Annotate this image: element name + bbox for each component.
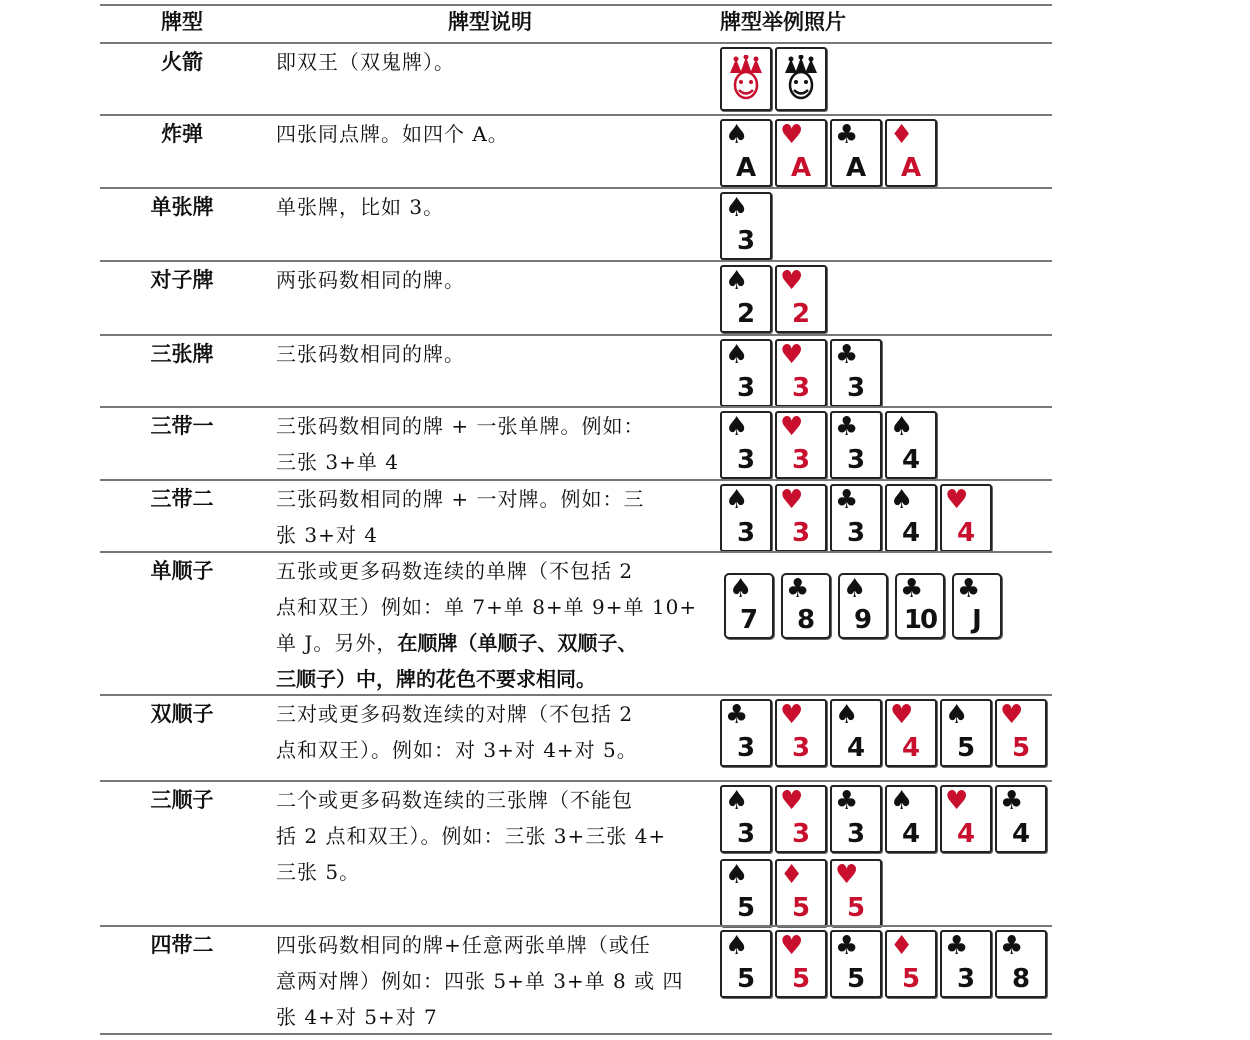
card-rank: 5	[791, 964, 811, 994]
card-rank: 4	[956, 518, 976, 548]
card-rank: 5	[791, 893, 811, 923]
suit-icon: ♠	[725, 266, 749, 296]
card-rank: 10	[903, 605, 937, 635]
description-text: 三对或更多码数连续的对牌（不包括 2	[276, 702, 634, 726]
suit-icon: ♥	[780, 931, 804, 961]
card-row	[720, 411, 940, 481]
card-example	[724, 573, 1009, 647]
playing-card	[724, 573, 774, 639]
suit-icon: ♣	[835, 412, 859, 442]
card-rank: 5	[1011, 733, 1031, 763]
card-rank: 3	[736, 373, 756, 403]
description-line	[276, 44, 704, 80]
playing-card	[830, 859, 882, 927]
playing-card	[895, 573, 945, 639]
playing-card	[885, 411, 937, 479]
card-rank: 5	[846, 964, 866, 994]
card-rank: 4	[956, 819, 976, 849]
playing-card	[940, 930, 992, 998]
table-rule	[100, 479, 1052, 481]
suit-icon: ♠	[725, 485, 749, 515]
table-row	[100, 334, 1052, 406]
table-row	[100, 42, 1052, 114]
card-rank: 4	[1011, 819, 1031, 849]
suit-icon: ♥	[780, 120, 804, 150]
description-text: 三张 5。	[276, 860, 361, 884]
card-type-description	[276, 927, 704, 1035]
table-row	[100, 260, 1052, 334]
header-type: 牌型	[161, 10, 203, 34]
playing-card	[775, 119, 827, 187]
card-example	[720, 192, 775, 266]
suit-icon: ♥	[945, 786, 969, 816]
card-rank: 8	[1011, 964, 1031, 994]
suit-icon: ♥	[780, 266, 804, 296]
card-rank: 8	[796, 605, 816, 635]
suit-icon: ♣	[900, 574, 924, 604]
card-rank: 7	[739, 605, 759, 635]
suit-icon: ♠	[725, 120, 749, 150]
card-rank: 4	[901, 445, 921, 475]
header-photo: 牌型举例照片	[720, 10, 846, 34]
card-rank: J	[972, 605, 982, 635]
table-row	[100, 551, 1052, 694]
card-rank: A	[845, 153, 867, 183]
playing-card	[720, 699, 772, 767]
card-rank: 5	[901, 964, 921, 994]
description-line	[276, 336, 704, 372]
suit-icon: ♥	[890, 700, 914, 730]
playing-card	[775, 930, 827, 998]
description-line	[276, 696, 704, 732]
card-example	[720, 484, 995, 558]
playing-card	[885, 785, 937, 853]
card-rank: 3	[846, 819, 866, 849]
suit-icon: ♣	[945, 931, 969, 961]
suit-icon: ♠	[945, 700, 969, 730]
card-type-name: 双顺子	[150, 702, 214, 726]
description-text: 四张同点牌。如四个 A。	[276, 122, 509, 146]
card-type-name: 三带二	[150, 487, 214, 511]
suit-icon: ♥	[835, 860, 859, 890]
playing-card	[995, 699, 1047, 767]
playing-card	[720, 119, 772, 187]
card-type-description	[276, 696, 704, 768]
suit-icon: ♦	[890, 931, 914, 961]
playing-card	[720, 484, 772, 552]
table-rule	[100, 334, 1052, 336]
card-type-name: 三张牌	[150, 342, 214, 366]
suit-icon: ♦	[890, 120, 914, 150]
table-row	[100, 406, 1052, 479]
playing-card	[940, 699, 992, 767]
description-line	[276, 517, 704, 553]
description-line	[276, 854, 704, 890]
description-line	[276, 625, 704, 661]
suit-icon: ♠	[729, 574, 753, 604]
card-type-name: 三顺子	[150, 788, 214, 812]
suit-icon: ♣	[835, 120, 859, 150]
suit-icon: ♥	[780, 700, 804, 730]
table-rule	[100, 187, 1052, 189]
description-text: 即双王（双鬼牌）。	[276, 50, 455, 74]
table-row	[100, 780, 1052, 925]
description-line	[276, 408, 704, 444]
suit-icon: ♥	[780, 412, 804, 442]
suit-icon: ♠	[725, 340, 749, 370]
suit-icon: ♥	[1000, 700, 1024, 730]
card-rank: 3	[846, 373, 866, 403]
playing-card	[830, 785, 882, 853]
card-rank: 3	[736, 819, 756, 849]
playing-card	[775, 859, 827, 927]
card-rank: 4	[846, 733, 866, 763]
playing-card	[775, 339, 827, 407]
playing-card	[952, 573, 1002, 639]
card-rank: 5	[736, 893, 756, 923]
card-row	[720, 484, 995, 554]
description-bold-text: 在顺牌（单顺子、双顺子、	[397, 631, 638, 655]
description-line	[276, 116, 704, 152]
description-line	[276, 732, 704, 768]
playing-card	[775, 785, 827, 853]
description-text: 点和双王）例如：单 7+单 8+单 9+单 10+	[276, 595, 698, 619]
card-row	[720, 859, 1050, 929]
card-type-description	[276, 189, 704, 225]
playing-card	[720, 192, 772, 260]
suit-icon: ♠	[725, 412, 749, 442]
table-rule	[100, 260, 1052, 262]
black-joker-card	[775, 47, 827, 111]
playing-card	[940, 484, 992, 552]
table-row	[100, 114, 1052, 187]
description-text: 五张或更多码数连续的单牌（不包括 2	[276, 559, 634, 583]
card-type-name: 单张牌	[150, 195, 214, 219]
table-row	[100, 479, 1052, 551]
table-rule	[100, 780, 1052, 782]
playing-card	[995, 930, 1047, 998]
description-text: 括 2 点和双王）。例如：三张 3+三张 4+	[276, 824, 667, 848]
playing-card	[781, 573, 831, 639]
card-row	[720, 339, 885, 409]
suit-icon: ♣	[786, 574, 810, 604]
description-line	[276, 661, 704, 697]
suit-icon: ♠	[835, 700, 859, 730]
table-rule	[100, 114, 1052, 116]
playing-card	[830, 484, 882, 552]
suit-icon: ♣	[957, 574, 981, 604]
card-type-name: 三带一	[150, 414, 214, 438]
card-row	[720, 119, 940, 189]
playing-card	[830, 339, 882, 407]
description-text: 意两对牌）例如：四张 5+单 3+单 8 或 四	[276, 969, 684, 993]
card-example	[720, 411, 940, 485]
table-row	[100, 694, 1052, 780]
suit-icon: ♠	[725, 786, 749, 816]
card-rank: 2	[791, 299, 811, 329]
table-rule	[100, 551, 1052, 553]
card-rank: 3	[736, 733, 756, 763]
description-text: 三张码数相同的牌。	[276, 342, 465, 366]
description-line	[276, 782, 704, 818]
card-example	[720, 47, 830, 121]
description-text: 四张码数相同的牌+任意两张单牌（或任	[276, 933, 651, 957]
playing-card	[775, 411, 827, 479]
suit-icon: ♥	[780, 340, 804, 370]
card-rank: 3	[736, 445, 756, 475]
card-type-name: 炸弹	[161, 122, 203, 146]
card-type-description	[276, 408, 704, 480]
suit-icon: ♥	[945, 485, 969, 515]
table-row	[100, 187, 1052, 260]
suit-icon: ♣	[835, 340, 859, 370]
card-rank: 4	[901, 518, 921, 548]
description-line	[276, 589, 704, 625]
card-rank: 3	[791, 373, 811, 403]
card-rank: 3	[846, 445, 866, 475]
description-text: 两张码数相同的牌。	[276, 268, 465, 292]
description-text: 三张 3+单 4	[276, 450, 399, 474]
suit-icon: ♣	[835, 931, 859, 961]
card-rank: 3	[791, 518, 811, 548]
card-type-name: 单顺子	[150, 559, 214, 583]
playing-card	[830, 699, 882, 767]
suit-icon: ♠	[890, 412, 914, 442]
card-row	[720, 930, 1050, 1000]
playing-card	[720, 785, 772, 853]
playing-card	[885, 119, 937, 187]
card-type-name: 对子牌	[150, 268, 214, 292]
card-row	[720, 785, 1050, 855]
playing-card	[838, 573, 888, 639]
card-rank: 2	[736, 299, 756, 329]
table-rule	[100, 1033, 1052, 1035]
table-rule	[100, 42, 1052, 44]
card-rank: 5	[956, 733, 976, 763]
table-rule	[100, 694, 1052, 696]
description-text: 三张码数相同的牌 + 一对牌。例如：三	[276, 487, 645, 511]
header-desc: 牌型说明	[448, 10, 532, 34]
card-rank: 3	[791, 445, 811, 475]
card-type-description	[276, 44, 704, 80]
suit-icon: ♠	[890, 485, 914, 515]
description-text: 单 J。另外，	[276, 631, 398, 655]
description-text: 二个或更多码数连续的三张牌（不能包	[276, 788, 633, 812]
card-rank: 4	[901, 819, 921, 849]
suit-icon: ♣	[1000, 931, 1024, 961]
suit-icon: ♠	[725, 860, 749, 890]
card-example	[720, 265, 830, 339]
playing-card	[885, 484, 937, 552]
playing-card	[775, 484, 827, 552]
table-rule	[100, 4, 1052, 6]
card-type-name: 火箭	[161, 50, 203, 74]
playing-card	[775, 699, 827, 767]
card-example	[720, 785, 1050, 933]
card-rank: 3	[956, 964, 976, 994]
suit-icon: ♦	[780, 860, 804, 890]
suit-icon: ♣	[1000, 786, 1024, 816]
description-line	[276, 818, 704, 854]
description-text: 张 3+对 4	[276, 523, 378, 547]
card-type-description	[276, 336, 704, 372]
playing-card	[720, 859, 772, 927]
card-row	[724, 573, 1009, 643]
suit-icon: ♣	[835, 485, 859, 515]
card-row	[720, 265, 830, 335]
suit-icon: ♠	[890, 786, 914, 816]
card-type-description	[276, 116, 704, 152]
description-line	[276, 999, 704, 1035]
card-rank: A	[900, 153, 922, 183]
card-example	[720, 930, 1050, 1004]
suit-icon: ♥	[780, 485, 804, 515]
description-text: 点和双王）。例如：对 3+对 4+对 5。	[276, 738, 638, 762]
description-text: 单张牌，比如 3。	[276, 195, 445, 219]
card-rank: 3	[791, 819, 811, 849]
playing-card	[775, 265, 827, 333]
card-rank: 4	[901, 733, 921, 763]
playing-card	[830, 930, 882, 998]
card-row	[720, 47, 830, 117]
card-rank: 3	[791, 733, 811, 763]
playing-card	[940, 785, 992, 853]
card-rank: 3	[846, 518, 866, 548]
description-line	[276, 444, 704, 480]
card-rank: 3	[736, 518, 756, 548]
description-text: 三张码数相同的牌 + 一张单牌。例如：	[276, 414, 645, 438]
card-rank: A	[790, 153, 812, 183]
table-rule	[100, 925, 1052, 927]
description-line	[276, 189, 704, 225]
card-example	[720, 119, 940, 193]
card-example	[720, 339, 885, 413]
playing-card	[995, 785, 1047, 853]
description-text: 张 4+对 5+对 7	[276, 1005, 438, 1029]
card-type-description	[276, 782, 704, 890]
card-rank: 9	[853, 605, 873, 635]
card-rank: A	[735, 153, 757, 183]
card-type-name: 四带二	[150, 933, 214, 957]
playing-card	[720, 930, 772, 998]
card-type-description	[276, 481, 704, 553]
description-line	[276, 927, 704, 963]
table-rule	[100, 406, 1052, 408]
suit-icon: ♣	[725, 700, 749, 730]
description-line	[276, 963, 704, 999]
card-row	[720, 699, 1050, 769]
playing-card	[720, 411, 772, 479]
description-text: 三顺子）中，牌的花色不要求相同。	[276, 667, 596, 691]
card-rank: 5	[736, 964, 756, 994]
playing-card	[885, 699, 937, 767]
description-line	[276, 481, 704, 517]
card-type-description	[276, 553, 704, 697]
suit-icon: ♠	[725, 193, 749, 223]
table-row	[100, 925, 1052, 1033]
suit-icon: ♥	[780, 786, 804, 816]
suit-icon: ♠	[843, 574, 867, 604]
table-header	[100, 4, 1052, 42]
card-row	[720, 192, 775, 262]
card-type-description	[276, 262, 704, 298]
playing-card	[830, 411, 882, 479]
playing-card	[830, 119, 882, 187]
card-rank: 5	[846, 893, 866, 923]
suit-icon: ♠	[725, 931, 749, 961]
description-line	[276, 262, 704, 298]
playing-card	[720, 339, 772, 407]
suit-icon: ♣	[835, 786, 859, 816]
description-line	[276, 553, 704, 589]
red-joker-card	[720, 47, 772, 111]
card-example	[720, 699, 1050, 773]
playing-card	[885, 930, 937, 998]
card-rank: 3	[736, 226, 756, 256]
playing-card	[720, 265, 772, 333]
